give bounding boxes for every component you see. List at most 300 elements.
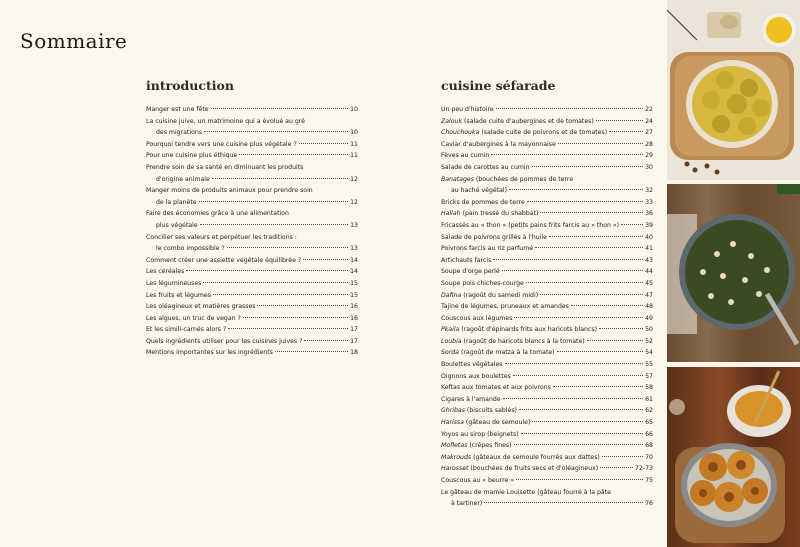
- toc-entry-text: [441, 104, 494, 116]
- toc-entry-line: [441, 197, 653, 209]
- toc-entry-label: (biscuits sablés): [464, 407, 517, 415]
- section-title-introduction: introduction: [146, 78, 234, 93]
- toc-page-number: 10: [350, 129, 358, 137]
- toc-entry-line: [441, 463, 653, 475]
- toc-page-number: 12: [350, 198, 358, 206]
- toc-entry-text: [451, 185, 507, 197]
- toc-entry-text: [146, 116, 305, 128]
- toc-entry-text: [146, 336, 302, 348]
- toc-page-number: 29: [645, 152, 653, 160]
- toc-entry[interactable]: [441, 116, 653, 128]
- dot-leader: [200, 224, 348, 225]
- toc-entry-line: [146, 104, 358, 116]
- toc-entry[interactable]: [146, 104, 358, 116]
- toc-entry-line: [441, 150, 653, 162]
- lemon-sauce-dumplings-photo: [667, 0, 800, 180]
- toc-page-number: 16: [350, 314, 358, 322]
- dot-leader: [304, 340, 348, 341]
- toc-entry-label: Le gâteau de mamie Louisette (gâteau fourré à la pâte: [441, 488, 611, 496]
- dot-leader: [514, 444, 644, 445]
- dot-leader: [257, 305, 348, 306]
- toc-entry-text: [441, 278, 524, 290]
- toc-entry[interactable]: [441, 463, 653, 475]
- toc-page-number: 55: [645, 361, 653, 369]
- toc-entry-text: [146, 290, 211, 302]
- toc-entry-line: [146, 301, 358, 313]
- toc-entry-line: [441, 405, 653, 417]
- toc-entry-text: [441, 197, 525, 209]
- toc-entry-dish-name: Chouchouka: [441, 129, 480, 137]
- toc-entry-text: [146, 232, 297, 244]
- toc-entry-label: Cigares à l'amande: [441, 395, 501, 403]
- dot-leader: [526, 282, 643, 283]
- dot-leader: [203, 282, 348, 283]
- toc-entry-line: [146, 243, 358, 255]
- toc-entry-text: [156, 220, 198, 232]
- dot-leader: [540, 212, 643, 213]
- toc-entry[interactable]: [441, 371, 653, 383]
- toc-entry[interactable]: [441, 255, 653, 267]
- toc-page-number: 18: [350, 349, 358, 357]
- toc-entry-label: Fricassés au « thon » (petits pains frits farcis au « thon »): [441, 221, 620, 229]
- toc-entry[interactable]: [441, 429, 653, 441]
- dot-leader: [496, 108, 643, 109]
- dot-leader: [521, 433, 643, 434]
- toc-entry-label: Boulettes végétales: [441, 361, 503, 369]
- toc-entry[interactable]: [441, 313, 653, 325]
- toc-entry-text: [146, 150, 237, 162]
- toc-entry[interactable]: [441, 394, 653, 406]
- toc-entry-dish-name: Harissa: [441, 419, 464, 427]
- dot-leader: [243, 317, 348, 318]
- dot-leader: [553, 386, 643, 387]
- toc-entry-dish-name: Banatages: [441, 175, 474, 183]
- toc-entry-line: [146, 139, 358, 151]
- toc-page-number: 72-73: [635, 465, 653, 473]
- toc-entry[interactable]: [441, 243, 653, 255]
- toc-page-number: 43: [645, 256, 653, 264]
- dot-leader: [502, 270, 643, 271]
- toc-entry-label: Fèves au cumin: [441, 152, 490, 160]
- toc-entry-text: [441, 127, 607, 139]
- toc-entry-label: (ragoût d'épinards frits aux haricots blancs): [459, 326, 598, 334]
- dot-leader: [587, 340, 643, 341]
- toc-cuisine-sefarade: [441, 78, 653, 510]
- toc-entry-line: [441, 127, 653, 139]
- toc-entry[interactable]: [441, 417, 653, 429]
- photo-column: [667, 0, 800, 547]
- toc-entry-text: [146, 347, 273, 359]
- dot-leader: [204, 131, 348, 132]
- toc-entry-text: [441, 255, 491, 267]
- toc-entry-line: [441, 185, 653, 197]
- toc-entry-text: [146, 301, 255, 313]
- toc-page-number: 52: [645, 337, 653, 345]
- toc-entry[interactable]: [441, 174, 653, 197]
- toc-page-number: 66: [645, 430, 653, 438]
- toc-entry-line: [441, 475, 653, 487]
- toc-entry[interactable]: [441, 452, 653, 464]
- toc-entry-line: [441, 313, 653, 325]
- toc-entry-label: Concilier ses valeurs et perpétuer les traditions :: [146, 233, 297, 241]
- toc-entry-label: de la planète: [156, 198, 197, 206]
- toc-page-number: 17: [350, 337, 358, 345]
- toc-entry[interactable]: [441, 440, 653, 452]
- dot-leader: [558, 143, 643, 144]
- toc-entry-text: [146, 185, 313, 197]
- toc-entry[interactable]: [146, 150, 358, 162]
- toc-entry-label: Pourquoi tendre vers une cuisine plus végétale ?: [146, 140, 297, 148]
- toc-entry-label: Bricks de pommes de terre: [441, 198, 525, 206]
- toc-page-number: 50: [645, 326, 653, 334]
- dot-leader: [609, 131, 643, 132]
- toc-entry[interactable]: [146, 290, 358, 302]
- toc-page-number: 76: [645, 500, 653, 508]
- toc-page-number: 17: [350, 326, 358, 334]
- toc-page-number: 14: [350, 268, 358, 276]
- toc-entry-line: [146, 266, 358, 278]
- dot-leader: [513, 375, 643, 376]
- toc-page-number: 54: [645, 349, 653, 357]
- toc-entry-label: Couscous au « beurre »: [441, 477, 515, 484]
- toc-entry-dish-name: Sorda: [441, 349, 459, 357]
- toc-entry[interactable]: [441, 475, 653, 487]
- toc-entry-label: Keftas aux tomates et aux poivrons: [441, 384, 551, 392]
- toc-entry-label: Et les simili-carnés alors ?: [146, 326, 227, 334]
- toc-entry-text: [441, 150, 489, 162]
- toc-entry-line: [441, 208, 653, 220]
- toc-entry[interactable]: [441, 139, 653, 151]
- toc-entry-label: (ragoût du samedi midi): [461, 291, 539, 299]
- toc-entry[interactable]: [441, 150, 653, 162]
- toc-entry-label: Les algues, un truc de vegan ?: [146, 314, 241, 322]
- toc-entry[interactable]: [146, 278, 358, 290]
- toc-page-number: 68: [645, 442, 653, 450]
- toc-entry[interactable]: [441, 266, 653, 278]
- toc-page-number: 13: [350, 245, 358, 253]
- toc-entry-label: Manger moins de produits animaux pour prendre soin: [146, 187, 313, 195]
- toc-entry-dish-name: Hallah: [441, 210, 461, 218]
- toc-entry[interactable]: [441, 104, 653, 116]
- toc-entry-line: [441, 174, 653, 186]
- toc-page-number: 33: [645, 198, 653, 206]
- toc-entry-line: [441, 336, 653, 348]
- toc-page-number: 65: [645, 419, 653, 427]
- toc-entry[interactable]: [441, 220, 653, 232]
- toc-entry[interactable]: [441, 382, 653, 394]
- toc-entry-text: [441, 417, 530, 429]
- toc-entry-label: Couscous aux légumes: [441, 314, 513, 322]
- toc-entry-line: [441, 232, 653, 244]
- toc-entry-text: [146, 266, 184, 278]
- toc-entry-line: [441, 394, 653, 406]
- spinach-bean-stew-photo: [667, 184, 800, 362]
- toc-page-number: 39: [645, 221, 653, 229]
- toc-entry-label: (bouchées de pommes de terre: [473, 175, 574, 183]
- toc-entry-line: [441, 139, 653, 151]
- toc-page-number: 58: [645, 384, 653, 392]
- toc-entry[interactable]: [146, 324, 358, 336]
- toc-entry[interactable]: [146, 266, 358, 278]
- dot-leader: [211, 108, 349, 109]
- toc-page-number: 11: [350, 152, 358, 160]
- toc-page-number: 28: [645, 140, 653, 148]
- toc-entry-text: [441, 324, 597, 336]
- toc-entry-label: Quels ingrédients utiliser pour les cuisines juives ?: [146, 337, 303, 345]
- toc-entry-text: [441, 347, 555, 359]
- toc-entry-label: (gâteau de semoule): [463, 419, 531, 427]
- dot-leader: [532, 421, 643, 422]
- dot-leader: [491, 154, 643, 155]
- toc-entry[interactable]: [441, 278, 653, 290]
- toc-entry-label: (gâteaux de semoule fourrés aux dattes): [471, 453, 600, 461]
- toc-entry-line: [441, 255, 653, 267]
- toc-entry[interactable]: [146, 116, 358, 139]
- toc-entry-text: [146, 313, 241, 325]
- toc-page-number: 44: [645, 268, 653, 276]
- dot-leader: [519, 409, 643, 410]
- toc-entry-text: [146, 139, 297, 151]
- toc-entry-label: (pain tressé du shabbat): [460, 210, 539, 218]
- toc-entry-text: [441, 440, 512, 452]
- toc-entry-text: [441, 382, 551, 394]
- toc-entry-label: Oignons aux boulettes: [441, 372, 511, 380]
- toc-entry-line: [441, 440, 653, 452]
- toc-page-number: 57: [645, 372, 653, 380]
- toc-entry[interactable]: [441, 347, 653, 359]
- dot-leader: [228, 328, 348, 329]
- toc-entry-line: [441, 429, 653, 441]
- toc-list-introduction: [146, 104, 358, 359]
- toc-page-number: 15: [350, 279, 358, 287]
- toc-entry-line: [146, 162, 358, 174]
- toc-entry-text: [156, 174, 210, 186]
- toc-entry-dish-name: Loubia: [441, 337, 462, 345]
- toc-entry[interactable]: [441, 324, 653, 336]
- toc-page-number: 40: [645, 233, 653, 241]
- toc-page-number: 13: [350, 221, 358, 229]
- toc-entry[interactable]: [146, 336, 358, 348]
- toc-entry-label: Les légumineuses: [146, 279, 202, 287]
- toc-entry[interactable]: [146, 185, 358, 208]
- toc-entry-line: [146, 220, 358, 232]
- toc-entry[interactable]: [441, 197, 653, 209]
- toc-entry-text: [441, 162, 530, 174]
- toc-entry[interactable]: [146, 208, 358, 231]
- toc-entry-text: [441, 463, 598, 475]
- toc-entry-text: [441, 301, 569, 313]
- toc-entry-line: [441, 382, 653, 394]
- toc-entry-line: [146, 174, 358, 186]
- toc-entry-line: [146, 208, 358, 220]
- toc-entry[interactable]: [146, 313, 358, 325]
- toc-entry-text: [441, 290, 538, 302]
- toc-entry-label: plus végétale: [156, 221, 198, 229]
- toc-entry-text: [441, 394, 501, 406]
- toc-entry-line: [146, 150, 358, 162]
- dot-leader: [509, 189, 643, 190]
- toc-page-number: 11: [350, 140, 358, 148]
- dot-leader: [621, 224, 643, 225]
- toc-entry[interactable]: [441, 405, 653, 417]
- toc-page-number: 30: [645, 163, 653, 171]
- toc-entry-line: [146, 255, 358, 267]
- toc-entry[interactable]: [441, 301, 653, 313]
- toc-entry-label: La cuisine juive, un matrimoine qui a évolué au gré: [146, 117, 305, 125]
- toc-page-number: 10: [350, 106, 358, 113]
- dot-leader: [514, 317, 643, 318]
- dot-leader: [516, 479, 643, 480]
- toc-entry-label: Artichauts farcis: [441, 256, 492, 264]
- toc-entry-text: [441, 313, 512, 325]
- toc-entry[interactable]: [441, 336, 653, 348]
- toc-entry[interactable]: [441, 232, 653, 244]
- toc-entry-line: [441, 324, 653, 336]
- toc-page-number: 61: [645, 395, 653, 403]
- toc-entry-label: Salade de poivrons grillés à l'huile: [441, 233, 547, 241]
- toc-entry[interactable]: [441, 487, 653, 510]
- toc-entry-label: le combo impossible ?: [156, 245, 225, 253]
- toc-entry-line: [146, 116, 358, 128]
- toc-entry-line: [441, 301, 653, 313]
- toc-entry-label: (ragoût de matza à la tomate): [458, 349, 555, 357]
- toc-entry-line: [441, 452, 653, 464]
- toc-entry[interactable]: [441, 162, 653, 174]
- toc-entry-line: [146, 290, 358, 302]
- toc-entry-label: à tartiner): [451, 500, 483, 508]
- dot-leader: [199, 201, 349, 202]
- toc-entry-text: [156, 127, 202, 139]
- toc-entry-text: [146, 208, 289, 220]
- toc-entry-dish-name: Makrouds: [441, 453, 472, 461]
- toc-entry-line: [441, 359, 653, 371]
- toc-entry-label: (crêpes fines): [467, 442, 512, 450]
- toc-entry-text: [156, 243, 225, 255]
- toc-entry-line: [441, 162, 653, 174]
- dot-leader: [535, 247, 643, 248]
- dot-leader: [493, 259, 643, 260]
- toc-entry-dish-name: Dafina: [441, 291, 462, 299]
- toc-entry-text: [441, 336, 585, 348]
- toc-entry-line: [146, 313, 358, 325]
- toc-page-number: 15: [350, 291, 358, 299]
- toc-entry-text: [441, 371, 511, 383]
- toc-entry[interactable]: [441, 359, 653, 371]
- toc-entry-line: [441, 371, 653, 383]
- dot-leader: [239, 154, 348, 155]
- toc-entry-label: Soupe pois chiches-courge: [441, 279, 524, 287]
- toc-entry-label: d'origine animale: [156, 175, 210, 183]
- dot-leader: [527, 201, 643, 202]
- toc-entry-text: [441, 174, 573, 186]
- toc-entry-text: [146, 324, 226, 336]
- toc-entry-text: [441, 359, 503, 371]
- toc-entry-line: [146, 127, 358, 139]
- dot-leader: [303, 259, 348, 260]
- dot-leader: [275, 351, 348, 352]
- toc-entry-dish-name: Ghribas: [441, 407, 465, 415]
- toc-entry-text: [451, 498, 482, 510]
- toc-entry-label: (salade cuite de poivrons et de tomates): [479, 129, 608, 137]
- toc-entry-label: Les fruits et légumes: [146, 291, 211, 299]
- toc-entry-label: Les céréales: [146, 268, 185, 276]
- toc-entry-label: (ragoût de haricots blancs à la tomate): [461, 337, 585, 345]
- toc-entry-label: Comment créer une assiette végétale équilibrée ?: [146, 256, 302, 264]
- toc-entry-line: [441, 487, 653, 499]
- toc-entry-line: [146, 347, 358, 359]
- toc-entry-label: Les oléagineux et matières grasses: [146, 303, 256, 311]
- dot-leader: [599, 328, 643, 329]
- toc-entry-line: [441, 104, 653, 116]
- toc-entry-text: [441, 405, 517, 417]
- toc-entry[interactable]: [146, 255, 358, 267]
- toc-page-number: 24: [645, 117, 653, 125]
- toc-entry[interactable]: [146, 139, 358, 151]
- toc-entry[interactable]: [441, 127, 653, 139]
- toc-entry-text: [441, 116, 594, 128]
- toc-entry-text: [441, 266, 500, 278]
- toc-entry-text: [441, 139, 556, 151]
- dot-leader: [227, 247, 348, 248]
- toc-page-number: 47: [645, 291, 653, 299]
- dot-leader: [557, 351, 644, 352]
- toc-entry[interactable]: [146, 301, 358, 313]
- toc-page-number: 22: [645, 106, 653, 113]
- toc-page-number: 16: [350, 303, 358, 311]
- toc-entry-line: [441, 116, 653, 128]
- toc-page-number: 32: [645, 187, 653, 195]
- toc-entry-dish-name: Zalouk: [441, 117, 463, 125]
- toc-page-number: 48: [645, 303, 653, 311]
- toc-entry[interactable]: [441, 208, 653, 220]
- toc-entry-text: [441, 487, 611, 499]
- toc-entry-text: [441, 475, 514, 487]
- section-title-sefarade: cuisine séfarade: [441, 78, 556, 93]
- toc-entry-label: Salade de carottes au cumin: [441, 163, 530, 171]
- toc-entry-label: Soupe d'orge perlé: [441, 268, 500, 276]
- toc-entry-text: [156, 197, 197, 209]
- toc-entry[interactable]: [146, 347, 358, 359]
- toc-entry-label: Tajine de légumes, pruneaux et amandes: [441, 303, 569, 311]
- toc-page-number: 12: [350, 175, 358, 183]
- toc-entry-label: des migrations: [156, 129, 203, 137]
- toc-entry-text: [441, 220, 619, 232]
- toc-entry-text: [146, 255, 301, 267]
- dot-leader: [186, 270, 348, 271]
- toc-entry-label: Faire des économies grâce à une alimentation: [146, 210, 289, 218]
- toc-entry-line: [146, 232, 358, 244]
- toc-entry[interactable]: [146, 232, 358, 255]
- toc-entry-text: [146, 162, 303, 174]
- toc-entry-line: [441, 243, 653, 255]
- dot-leader: [503, 398, 644, 399]
- toc-entry[interactable]: [441, 290, 653, 302]
- toc-entry[interactable]: [146, 162, 358, 185]
- dot-leader: [602, 456, 643, 457]
- dot-leader: [600, 467, 633, 468]
- toc-entry-text: [441, 429, 519, 441]
- syrup-fritters-photo: [667, 367, 800, 547]
- dot-leader: [549, 236, 643, 237]
- toc-entry-line: [146, 197, 358, 209]
- toc-entry-line: [146, 324, 358, 336]
- toc-page-number: 49: [645, 314, 653, 322]
- dot-leader: [571, 305, 643, 306]
- toc-entry-line: [441, 220, 653, 232]
- toc-entry-line: [441, 290, 653, 302]
- toc-page-number: 36: [645, 210, 653, 218]
- dot-leader: [532, 166, 644, 167]
